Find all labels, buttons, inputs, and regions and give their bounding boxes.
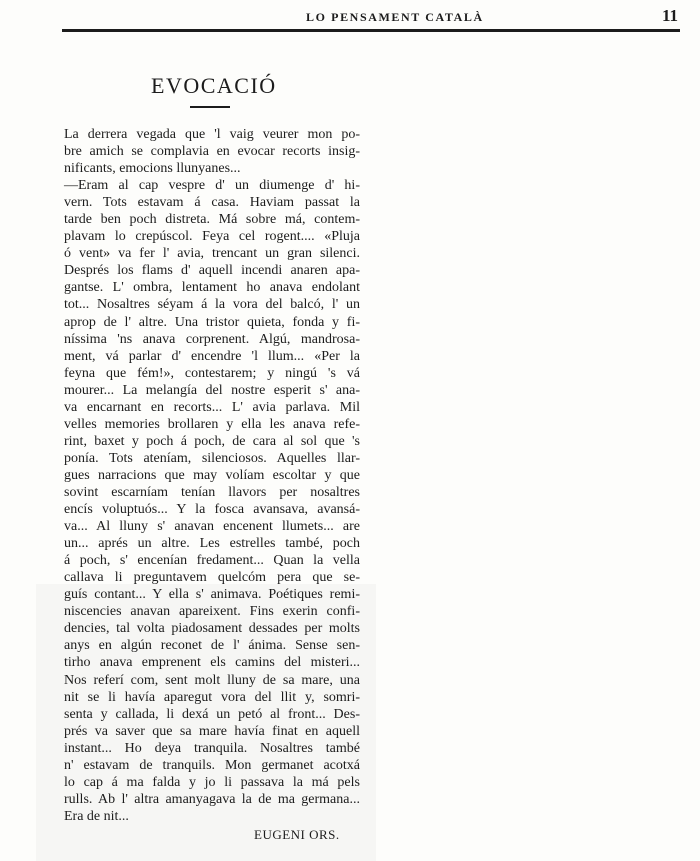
text-line: bre amich se complavia en evocar recorts insig- [64, 144, 360, 160]
text-line: plavam lo crepúscol. Feya cel rogent.... «Pluja [64, 229, 360, 245]
text-line: vern. Tots estavam á casa. Haviam passat la [64, 195, 360, 211]
text-line: gues narracions que may volíam escoltar y que [64, 467, 360, 483]
text-line: Després los flams d' aquell incendi anaren apa- [64, 263, 360, 279]
text-line: senta y callada, li dexá un petó al front... Des- [64, 706, 360, 722]
text-line: á poch, s' encenían fredament... Quan la vella [64, 553, 360, 569]
text-line: —Eram al cap vespre d' un diumenge d' hi- [64, 178, 360, 194]
text-line: ment, vá parlar d' encendre 'l llum... «Per la [64, 348, 360, 364]
text-line: nit se li havía aparegut vora del llit y, somri- [64, 689, 360, 705]
text-line: rulls. Ab l' altra amanyagava la de ma germana... [64, 791, 360, 807]
text-line: tarde ben poch distreta. Má sobre má, contem- [64, 212, 360, 228]
text-line: Era de nit... [64, 808, 129, 824]
text-line: encís voluptuós... Y la fosca avansava, avansá- [64, 502, 360, 518]
text-line: va... Al lluny s' anavan encenent llumets... are [64, 519, 360, 535]
header-rule [62, 29, 680, 32]
text-line: velles memories brollaren y ella les anava refe- [64, 416, 360, 432]
title-rule [190, 106, 230, 108]
article-body [64, 126, 360, 825]
text-line: tirho anava emprenent els camins del misteri... [64, 655, 360, 671]
text-line: niscencies anavan apareixent. Fins exerin confi- [64, 604, 360, 620]
text-line: níssima 'ns anava corprenent. Algú, mandrosa- [64, 331, 360, 347]
text-line: n' estavam de tranquils. Mon germanet acotxá [64, 757, 360, 773]
text-line: instant... Ho deya tranquila. Nosaltres també [64, 740, 360, 756]
author-signature: EUGENI ORS. [254, 827, 340, 842]
text-line: aprop de l' altre. Una tristor quieta, fonda y fi- [64, 314, 360, 330]
journal-title: LO PENSAMENT CATALÀ [306, 10, 484, 24]
text-line: mourer... La melangía del nostre esperit s' ana- [64, 382, 360, 398]
text-line: rint, baxet y poch á poch, de cara al sol que 's [64, 433, 360, 449]
text-line: nificants, emocions llunyanes... [64, 161, 241, 177]
article-title: EVOCACIÓ [151, 73, 277, 98]
text-line: La derrera vegada que 'l vaig veurer mon po- [64, 127, 360, 142]
text-line: lo cap á ma falda y jo li passava la má pels [64, 774, 360, 790]
text-line: ponía. Tots ateníam, silenciosos. Aquelles llar- [64, 450, 360, 466]
page-header [62, 6, 680, 28]
text-line: feyna que fém!», contestarem; y ningú 's vá [64, 365, 360, 381]
text-line: prés va saver que sa mare havía finat en aquell [64, 723, 360, 739]
text-line: un... aprés un altre. Les estrelles també, poch [64, 536, 360, 552]
text-line: sovint escarníam tenían llavors per nosaltres [64, 484, 360, 500]
text-line: va encarnant en recorts... L' avia parlava. Mil [64, 399, 360, 415]
text-line: tot... Nosaltres séyam á la vora del balcó, l' un [64, 297, 360, 313]
page-number: 11 [661, 6, 678, 25]
text-line: guís contant... Y ella s' animava. Poétiques remi- [64, 587, 360, 603]
text-line: gantse. L' ombra, lentament ho anava endolant [64, 280, 360, 296]
text-line: ó vent» va fer l' avia, trencant un gran silenci. [64, 246, 360, 262]
text-line: dencies, tal volta piadosament dessades per molts [64, 621, 360, 637]
text-line: Nos referí com, sent molt lluny de sa mare, una [64, 672, 360, 688]
text-line: anys en algún reconet de l' ánima. Sense sen- [64, 638, 360, 654]
text-line: callava li preguntavem quelcóm pera que se- [64, 570, 360, 586]
